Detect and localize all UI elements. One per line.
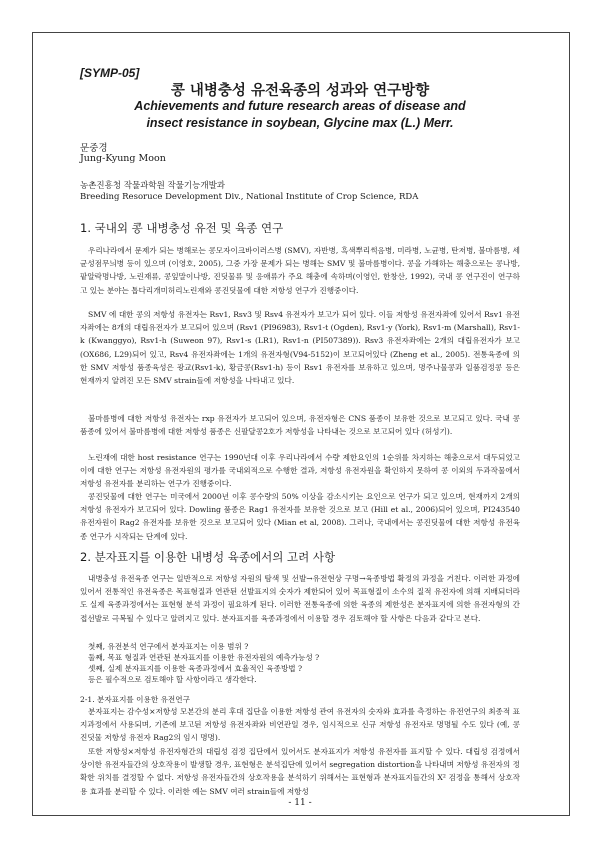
symposium-label: [SYMP-05]: [80, 66, 140, 80]
title-english-line-1: Achievements and future research areas of disease and: [134, 99, 466, 113]
subsection-2-1-heading: 2-1. 분자표지를 이용한 유전연구: [80, 695, 190, 704]
title-korean: 콩 내병충성 유전육종의 성과와 연구방향: [170, 83, 430, 99]
title-english: [0, 98, 600, 132]
section-1-paragraph-3: 불마름병에 대한 저항성 유전자는 rxp 유전자가 보고되어 있으며, 유전자형은 CNS 품종이 보유한 것으로 보고되고 있다. 국내 콩 품종에 있어서 불마름병에 대한 저항성 품종은 신팔달콩2호가 저항성을 나타내는 것으로 보고되어 있다 (허성기).: [80, 414, 520, 437]
affiliation-korean: 농촌진흥청 작물과학원 작물기능개발과: [80, 181, 225, 191]
page-number: - 11 -: [288, 798, 312, 808]
section-2-paragraph-1: 내병충성 유전육종 연구는 일반적으로 저항성 자원의 탐색 및 선발→유전현상 구명→육종방법 확정의 과정을 거친다. 이러한 과정에 있어서 전통적인 유전육종은 목표형질과 연관된 선발표지의 숫자가 제한되어 있어 목표형질이 소수의 질적 유전자에 의해 지배되더라도 실제 육종과정에서는 표현형 분석 과정이 필요하게 된다. 이러한 전통육종에 의한 육종의 제한성은 분자표지에 의한 유전자형의 간접선발로 극복될 수 있다고 알려지고 있다. 분자표지를 육종과정에서 이용할 경우 검토해야 할 사항은 다음과 같다고 본다.: [80, 574, 520, 623]
subsection-2-1-paragraph-1: 분자표지는 감수성×저항성 모본간의 분리 후대 집단을 이용한 저항성 관여 유전자의 숫자와 효과를 측정하는 유전연구의 최종적 표지과정에서 사용되며, 기존에 보고된 저항성 유전자좌와 비연관일 경우, 임시적으로 신규 저항성 유전자로 명명될 수도 있다 (예, 콩 진딧물 저항성 유전자 Rag2의 임시 명명).: [80, 707, 520, 743]
section-1-paragraph-4: 노린재에 대한 host resistance 연구는 1990년대 이후 우리나라에서 수량 제한요인의 1순위를 차지하는 해충으로서 대두되었고 이에 대한 연구는 저항성 유전자원의 평가를 국내외적으로 수행한 결과, 저항성 유전자원을 확인하지 못하여 콩 이외의 두과작물에서 저항성 유전자를 분리하는 연구가 진행중이다.: [80, 453, 520, 489]
section-1-paragraph-5: 콩진딧물에 대한 연구는 미국에서 2000년 이후 콩수량의 50% 이상을 감소시키는 요인으로 연구가 되고 있으며, 현재까지 2개의 저항성 유전자가 보고되어 있다. Dowling 품종은 Rag1 유전자를 보유한 것으로 보고 (Hill et al., 2006)되어 있으며, PI243540 유전자원이 Rag2 유전자를 보유한 것으로 보고되어 있다 (Mian et al, 2008). 그러나, 국내에서는 콩진딧물에 대한 저항성 유전육종 연구가 시작되는 단계에 있다.: [80, 492, 520, 541]
section-1-paragraph-1: 우리나라에서 문제가 되는 병해로는 콩모자이크바이러스병 (SMV), 자반병, 흑색뿌리썩음병, 미라병, 노균병, 탄저병, 불마름병, 세균성점무늬병 등이 있으며 (이영호, 2005), 그중 가장 문제가 되는 병해는 SMV 및 불마름병이다. 콩을 가해하는 해충으로는 콩나방, 팥알락명나방, 노린재류, 콩잎말이나방, 진딧물류 및 응애류가 주요 해충에 속하며(이영인, 한창산, 1992), 국내 콩 연구진이 연구하고 있는 분야는 톱다리개미허리노린재와 콩진딧물에 대한 저항성 연구가 진행중이다.: [80, 246, 520, 295]
section-1-paragraph-2: SMV 에 대한 콩의 저항성 유전자는 Rsv1, Rsv3 및 Rsv4 유전자가 보고가 되어 있다. 이들 저항성 유전자좌에 있어서 Rsv1 유전자좌에는 8개의 대립유전자가 보고되어 있으며 (Rsv1 (PI96983), Rsv1-t (Ogden), Rsv1-y (York), Rsv1-m (Marshall), Rsv1-k (Kwanggyo), Rsv1-h (Suweon 97), Rsv1-s (LR1), Rsv1-n (PI507389)). Rsv3 유전자좌에는 2개의 대립유전자가 보고 (OX686, L29)되어 있고, Rsv4 유전자좌에는 1개의 유전자형(V94-5152)이 보고되어있다 (Zheng et al., 2005). 전통육종에 의한 SMV 저항성 품종육성은 광교(Rsv1-k), 황금콩(Rsv1-h) 등이 Rsv1 유전자를 보유하고 있으며, 명주나물콩과 일품검정콩 등은 현재까지 알려진 모든 SMV strain들에 저항성을 나타내고 있다.: [80, 310, 520, 386]
subsection-2-1-paragraph-2: 또한 저항성×저항성 유전자형간의 대립성 검정 집단에서 있어서도 분자표지가 저항성 유전자를 표지할 수 있다. 대립성 검정에서 상이한 유전자들간의 상호작용이 발생할 경우, 표현형은 분석집단에 있어서 segregation distortion을 나타내며 저항성 유전자의 정확한 위치를 결정할 수 없다. 저항성 유전자들간의 상호작용을 분석하기 위해서는 표현형과 분자표지들간의 X² 검정을 통해서 상호작용 효과를 분리할 수 있다. 이러한 예는 SMV 여러 strain들에 저항성: [80, 747, 520, 796]
section-2-heading: 2. 분자표지를 이용한 내병성 육종에서의 고려 사항: [80, 550, 336, 564]
author-english: Jung-Kyung Moon: [80, 153, 166, 164]
affiliation-english: Breeding Resoruce Development Div., National Institute of Crop Science, RDA: [80, 192, 419, 202]
title-english-line-2: insect resistance in soybean, Glycine max (L.) Merr.: [146, 116, 454, 130]
author-korean: 문중경: [80, 143, 108, 154]
consideration-item-3: 셋째, 실제 분자표지를 이용한 육종과정에서 효율적인 육종방법 ?: [88, 664, 303, 673]
consideration-item-1: 첫째, 유전분석 연구에서 분자표지는 이용 범위 ?: [88, 642, 249, 651]
section-1-heading: 1. 국내외 콩 내병충성 유전 및 육종 연구: [80, 221, 284, 235]
consideration-item-2: 둘째, 목표 형질과 연관된 분자표지를 이용한 유전자원의 예측가능성 ?: [88, 653, 320, 662]
consideration-conclusion: 등은 필수적으로 검토해야 할 사항이라고 생각한다.: [88, 675, 257, 684]
